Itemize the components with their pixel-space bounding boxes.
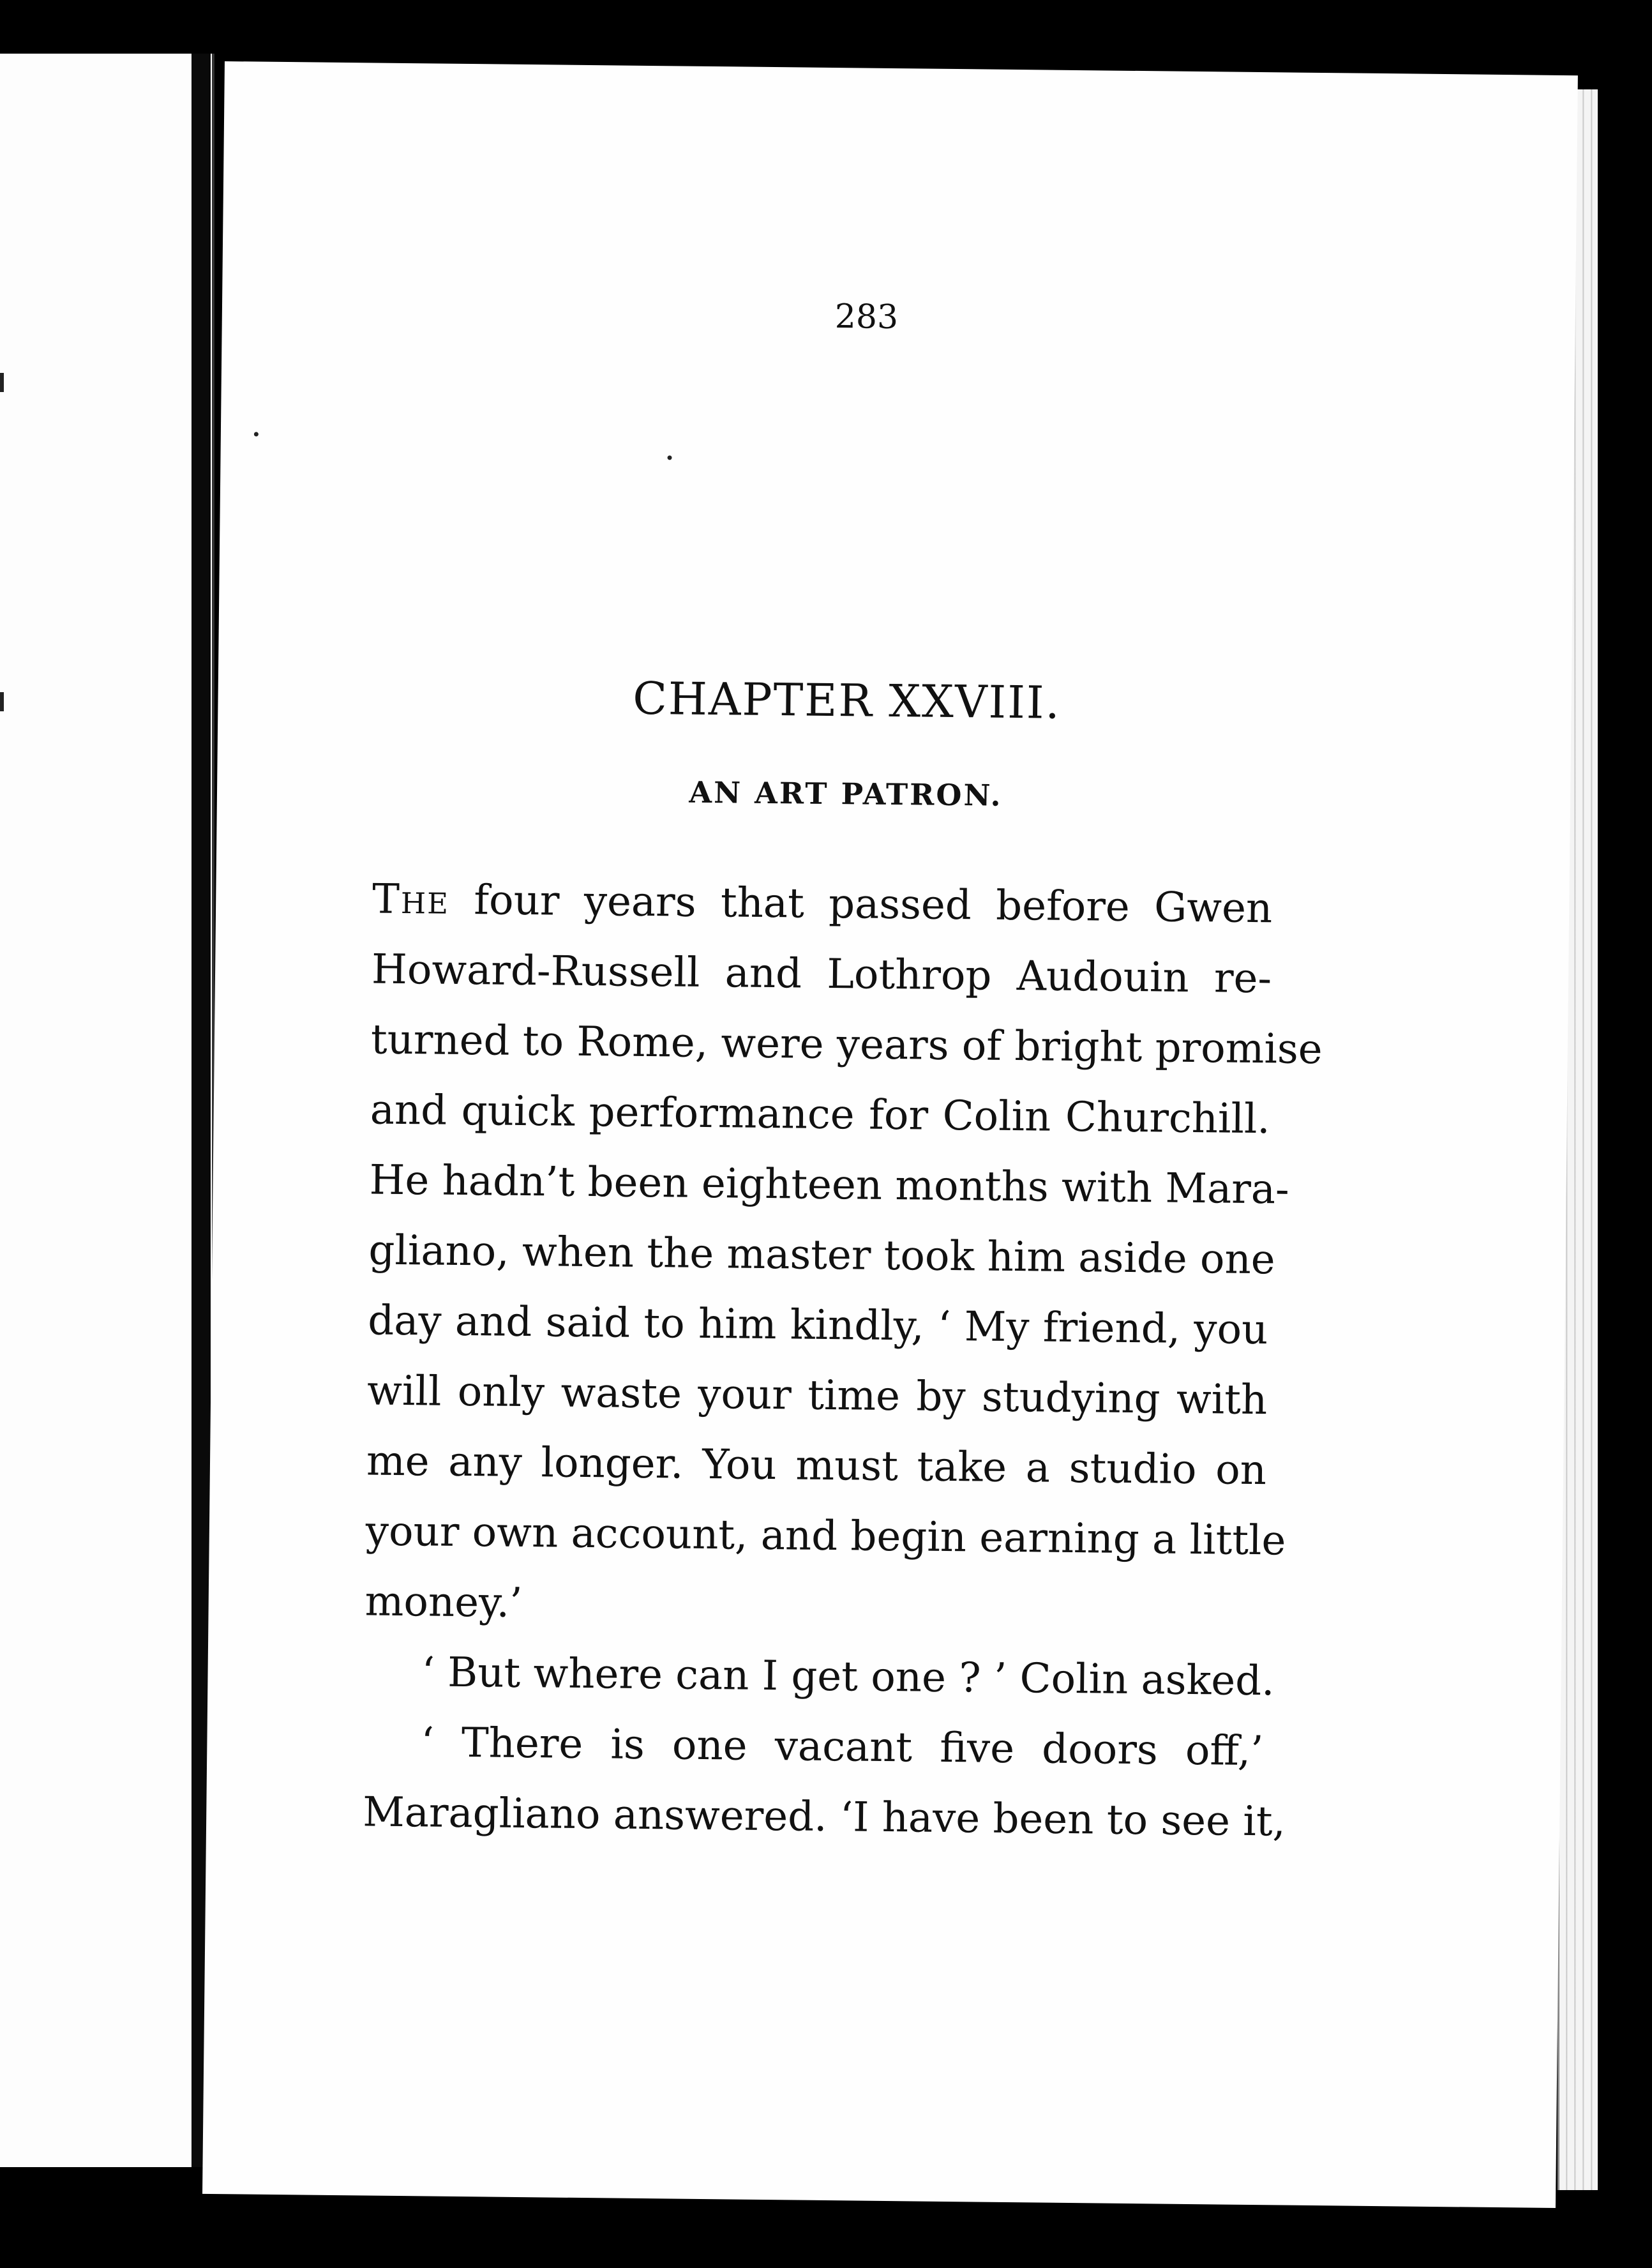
text-line: will only waste your time by studying with: [366, 1367, 1268, 1425]
body-text: [362, 864, 1323, 1857]
chapter-title: CHAPTER XXVIII.: [632, 672, 1062, 729]
facing-page-mark: [0, 692, 4, 711]
paragraph: [362, 1707, 1286, 1857]
text-line: turned to Rome, were years of bright promise: [370, 1016, 1323, 1074]
text-line: money.’: [364, 1578, 523, 1628]
text-line: The four years that passed before Gwen: [372, 875, 1273, 933]
page-number: 283: [834, 298, 899, 337]
text-line: Maragliano answered. ‘I have been to see it,: [362, 1788, 1286, 1846]
facing-page: [0, 54, 214, 2167]
print-speck: [668, 455, 672, 460]
text-line: me any longer. You must take a studio on: [366, 1437, 1267, 1495]
paragraph: [364, 1637, 1275, 1716]
print-speck: [254, 432, 259, 437]
text-line: He hadn’t been eighteen months with Mara-: [369, 1156, 1289, 1214]
drop-word: The: [372, 875, 450, 924]
facing-page-mark: [0, 373, 4, 392]
text-line: Howard-Russell and Lothrop Audouin re-: [371, 946, 1272, 1003]
book-page: [202, 61, 1578, 2208]
paragraph: [364, 864, 1323, 1646]
text-line: and quick performance for Colin Churchill.: [370, 1086, 1271, 1144]
text-line: ‘ But where can I get one ? ’ Colin asked.: [421, 1649, 1275, 1705]
text-line: ‘ There is one vacant five doors off,’: [421, 1719, 1264, 1776]
text-line: day and said to him kindly, ‘ My friend, you: [367, 1297, 1268, 1354]
text-line: your own account, and begin earning a little: [365, 1508, 1286, 1565]
text-line: gliano, when the master took him aside one: [368, 1227, 1276, 1284]
chapter-subtitle: AN ART PATRON.: [689, 775, 1003, 813]
